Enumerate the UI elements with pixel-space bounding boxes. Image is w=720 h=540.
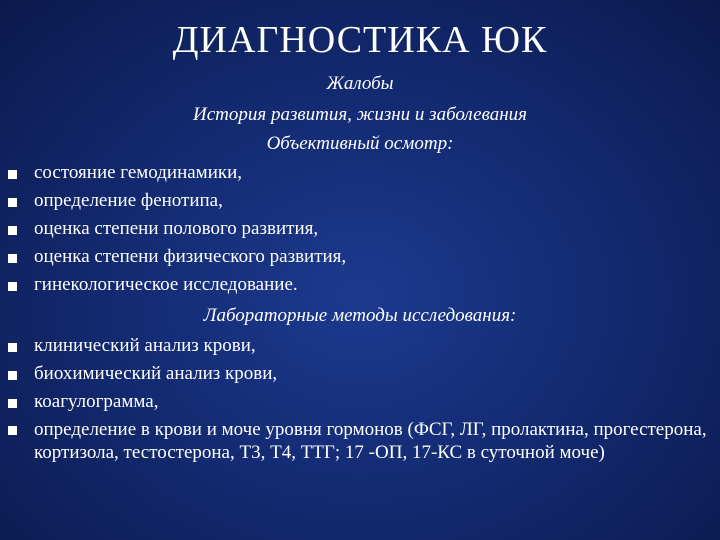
list-item <box>0 360 720 388</box>
list-item <box>0 187 720 215</box>
heading-complaints: Жалобы <box>326 73 394 94</box>
list-item <box>0 271 720 299</box>
heading-history: История развития, жизни и заболевания <box>193 104 527 125</box>
list-item-hormones <box>34 418 714 464</box>
list-item <box>0 159 720 187</box>
exam-list <box>0 159 720 299</box>
heading-lab: Лабораторные методы исследования: <box>203 305 517 326</box>
list-item-text: определение в крови и моче уровня гормонов (ФСГ, ЛГ, пролактина, прогестерона, кортизола, тестостерона, Т3, Т4, ТТГ; 17 -ОП, 17-КС в суточной моче) <box>34 419 707 463</box>
bullet-icon <box>8 282 17 291</box>
bullet-icon <box>8 254 17 263</box>
list-item <box>0 215 720 243</box>
list-item-text: определение фенотипа, <box>34 190 223 211</box>
list-item-text: оценка степени полового развития, <box>34 218 319 239</box>
list-item <box>0 388 720 416</box>
list-item-text: гинекологическое исследование. <box>34 274 298 295</box>
list-item-text: состояние гемодинамики, <box>34 162 243 183</box>
bullet-icon <box>8 343 17 352</box>
list-item-text: клинический анализ крови, <box>34 335 256 356</box>
bullet-icon <box>8 198 17 207</box>
lab-list <box>0 332 720 416</box>
bullet-icon <box>8 426 17 435</box>
slide-title: ДИАГНОСТИКА ЮК <box>172 19 548 61</box>
bullet-icon <box>8 226 17 235</box>
list-item <box>0 332 720 360</box>
list-item-text: биохимический анализ крови, <box>34 363 278 384</box>
list-item-text: коагулограмма, <box>34 391 159 412</box>
list-item-text: оценка степени физического развития, <box>34 246 347 267</box>
bullet-icon <box>8 371 17 380</box>
bullet-icon <box>8 399 17 408</box>
heading-exam: Объективный осмотр: <box>266 133 454 154</box>
list-item <box>0 243 720 271</box>
bullet-icon <box>8 170 17 179</box>
